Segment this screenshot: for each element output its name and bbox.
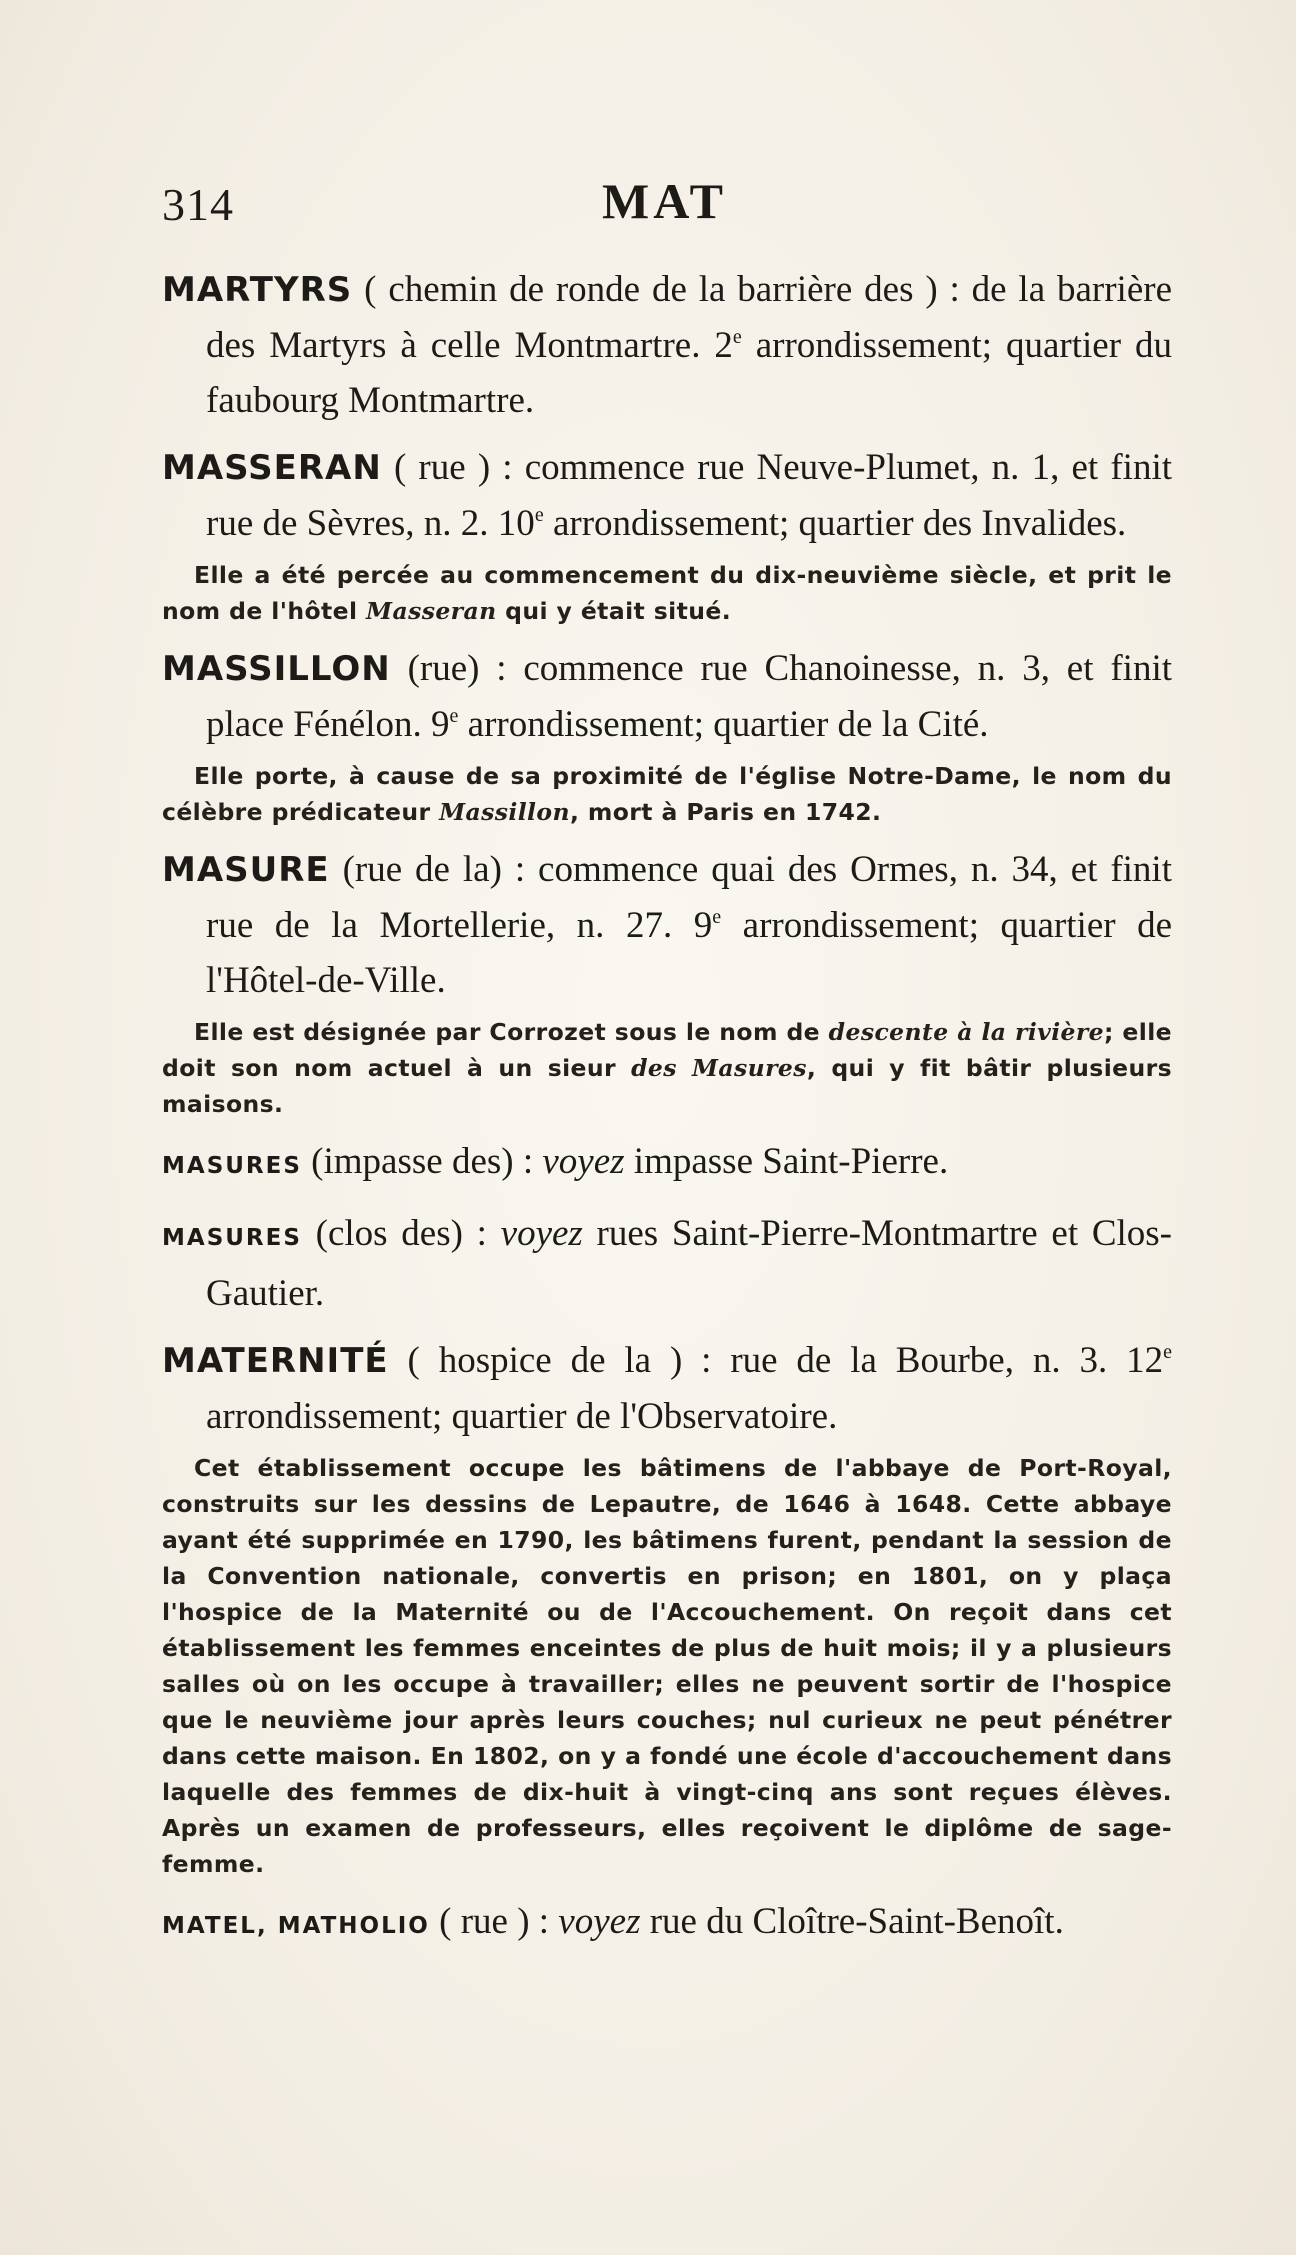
entry-masures-impasse: [162, 1134, 1172, 1194]
entry-main-text: MASSILLON (rue) : commence rue Chanoinesse, n. 3, et finit place Fénélon. 9e arrondissement; quartier de la Cité.: [162, 648, 1172, 745]
entry-main-text: MATEL, MATHOLIO ( rue ) : voyez rue du Cloître-Saint-Benoît.: [162, 1901, 1064, 1942]
entry-headword: MASURES: [162, 1225, 302, 1251]
entry-headword: MATEL, MATHOLIO: [162, 1913, 430, 1939]
page-header: [162, 173, 1172, 238]
entry-masures-clos: [162, 1206, 1172, 1321]
entry-main-text: MASURES (impasse des) : voyez impasse Saint-Pierre.: [162, 1141, 949, 1182]
page-number: 314: [162, 179, 234, 230]
entry-headword: MASURE: [162, 850, 330, 890]
page-body: [162, 262, 1172, 1966]
entry-main-text: MASURE (rue de la) : commence quai des Ormes, n. 34, et finit rue de la Mortellerie, n. 27. 9e arrondissement; quartier de l'Hôtel-de-Ville.: [162, 849, 1173, 1001]
entry-note: Elle est désignée par Corrozet sous le nom de descente à la rivière; elle doit son nom actuel à un sieur des Masures, qui y fit bâtir plusieurs maisons.: [162, 1018, 1173, 1118]
entry-main-text: MATERNITÉ ( hospice de la ) : rue de la Bourbe, n. 3. 12e arrondissement; quartier de l'Observatoire.: [162, 1340, 1172, 1437]
entry-note: Elle porte, à cause de sa proximité de l'église Notre-Dame, le nom du célèbre prédicateur Massillon, mort à Paris en 1742.: [162, 762, 1172, 826]
entry-masseran: [162, 440, 1172, 629]
entry-note: Elle a été percée au commencement du dix-neuvième siècle, et prit le nom de l'hôtel Masseran qui y était situé.: [162, 561, 1172, 625]
entry-headword: MASSERAN: [162, 448, 382, 488]
entry-headword: MASSILLON: [162, 649, 391, 689]
entry-martyrs: [162, 262, 1172, 428]
entry-headword: MASURES: [162, 1153, 302, 1179]
entry-headword: MARTYRS: [162, 270, 353, 310]
entry-note: Cet établissement occupe les bâtimens de l'abbaye de Port-Royal, construits sur les dessins de Lepautre, de 1646 à 1648. Cette abbaye ayant été supprimée en 1790, les bâtimens furent, pendant la session de la Convention nationale, convertis en prison; en 1801, on y plaça l'hospice de la Maternité ou de l'Accouchement. On reçoit dans cet établissement les femmes enceintes de plus de huit mois; il y a plusieurs salles où on les occupe à travailler; elles ne peuvent sortir de l'hospice que le neuvième jour après leurs couches; nul curieux ne peut pénétrer dans cette maison. En 1802, on y a fondé une école d'accouchement dans laquelle des femmes de dix-huit à vingt-cinq ans sont reçues élèves. Après un examen de professeurs, elles reçoivent le diplôme de sage-femme.: [162, 1454, 1172, 1878]
entry-massillon: [162, 641, 1172, 830]
entry-headword: MATERNITÉ: [162, 1341, 389, 1381]
entry-masure: [162, 842, 1172, 1122]
entry-matel-matholio: [162, 1894, 1172, 1954]
entry-maternite: [162, 1333, 1172, 1882]
entry-main-text: MASSERAN ( rue ) : commence rue Neuve-Plumet, n. 1, et finit rue de Sèvres, n. 2. 10e arrondissement; quartier des Invalides.: [162, 447, 1172, 544]
entry-main-text: MASURES (clos des) : voyez rues Saint-Pierre-Montmartre et Clos-Gautier.: [162, 1213, 1172, 1314]
running-head: MAT: [602, 173, 727, 229]
entry-main-text: MARTYRS ( chemin de ronde de la barrière des ) : de la barrière des Martyrs à celle Montmartre. 2e arrondissement; quartier du faubourg Montmartre.: [162, 269, 1172, 421]
